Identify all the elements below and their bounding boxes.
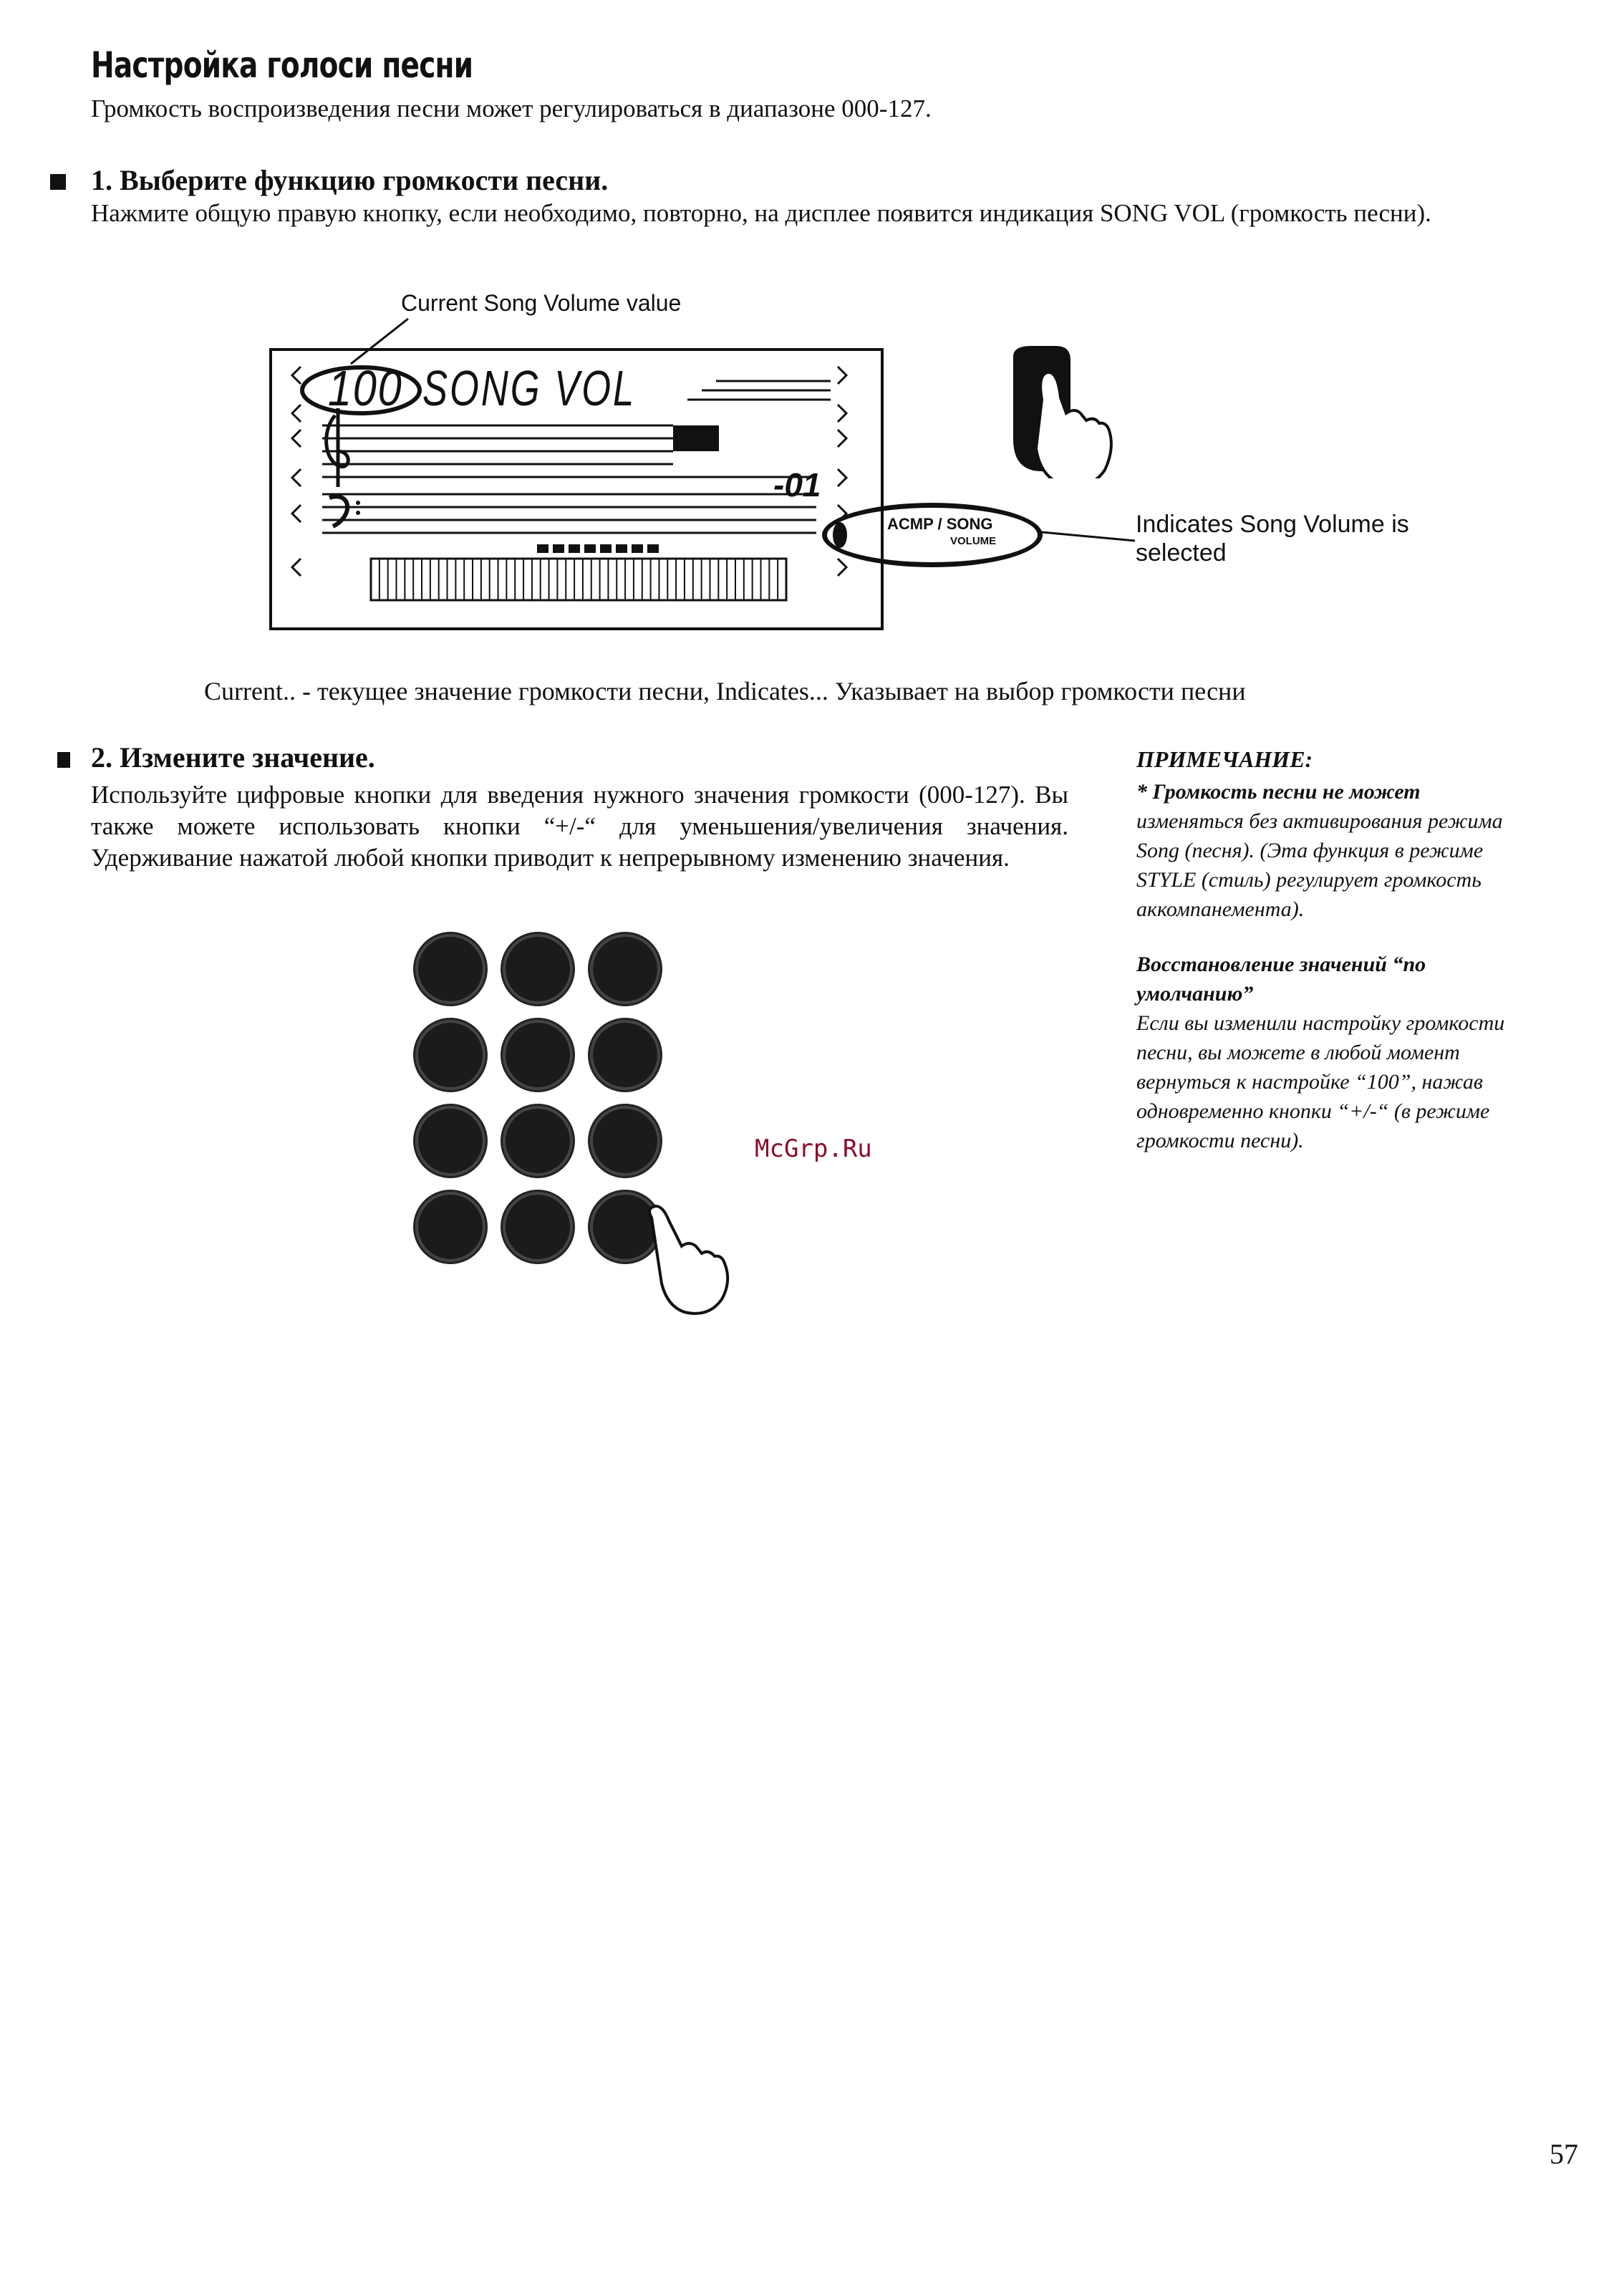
number-button (503, 1106, 573, 1176)
note-text1: изменяться без активирования режима Song (песня). (Эта функция в режиме STYLE (стиль) регулирует громкость аккомпанемента). (1136, 809, 1503, 921)
indicator-line1: ACMP / SONG (887, 515, 993, 533)
page-number: 57 (1550, 2138, 1578, 2170)
step1-heading: 1. Выберите функцию громкости песни. (91, 164, 609, 196)
step2-bullet (57, 752, 70, 771)
note-panel (1136, 745, 1509, 1155)
step2-heading: 2. Измените значение. (91, 741, 375, 774)
note-heading: ПРИМЕЧАНИЕ: (1136, 746, 1313, 772)
note-subheading: Восстановление значений “по умолчанию” (1136, 953, 1426, 1006)
callout-indicates-line2: selected (1136, 539, 1227, 567)
lcd-label: SONG VOL (422, 360, 637, 416)
indicator-line2: VOLUME (950, 535, 997, 547)
step1-bullet (50, 174, 66, 193)
note-text2: Если вы изменили настройку громкости песни, вы можете в любой момент вернуться к настройке “100”, нажав одновременно кнопки “+/-“ (в режиме громкости песни). (1136, 1011, 1505, 1152)
number-button (503, 1192, 573, 1262)
acmp-song-indicator (822, 503, 1043, 567)
right-button-with-hand-icon (999, 342, 1128, 478)
number-button (590, 934, 660, 1004)
page-title: Настройка голоси песни (91, 44, 473, 86)
indicator-lamp (833, 522, 847, 548)
lcd-value: 100 (328, 360, 403, 416)
callout-indicates (1136, 510, 1409, 567)
number-button (415, 1020, 485, 1090)
step1-text: Нажмите общую правую кнопку, если необходимо, повторно, на дисплее появится индикация SONG VOL (громкость песни). (91, 199, 1431, 227)
step2-text: Используйте цифровые кнопки для введения нужного значения громкости (000-127). Вы также можете использовать кнопки “+/-“ для уменьшения/увеличения значения. Удерживание нажатой любой кнопки приводит к непрерывному изменению значения. (91, 781, 1068, 872)
number-button (590, 1106, 660, 1176)
callout-indicates-line1: Indicates Song Volume is (1136, 511, 1409, 538)
watermark: McGrp.Ru (755, 1134, 872, 1163)
callout-line-indicates (1038, 526, 1139, 548)
number-button (415, 934, 485, 1004)
number-button (415, 1192, 485, 1262)
lcd-readout: -01 (773, 466, 821, 504)
page-subtitle: Громкость воспроизведения песни может регулироваться в диапазоне 000-127. (91, 95, 932, 122)
note-text1-bold: * Громкость песни не может (1136, 780, 1421, 804)
number-button (503, 1020, 573, 1090)
number-button (503, 934, 573, 1004)
number-button (415, 1106, 485, 1176)
pressing-hand-icon (630, 1203, 745, 1318)
number-button (590, 1020, 660, 1090)
figure-caption: Current.. - текущее значение громкости песни, Indicates... Указывает на выбор громкости песни (204, 677, 1246, 705)
callout-current-value: Current Song Volume value (401, 290, 682, 316)
lcd-display (269, 348, 884, 630)
